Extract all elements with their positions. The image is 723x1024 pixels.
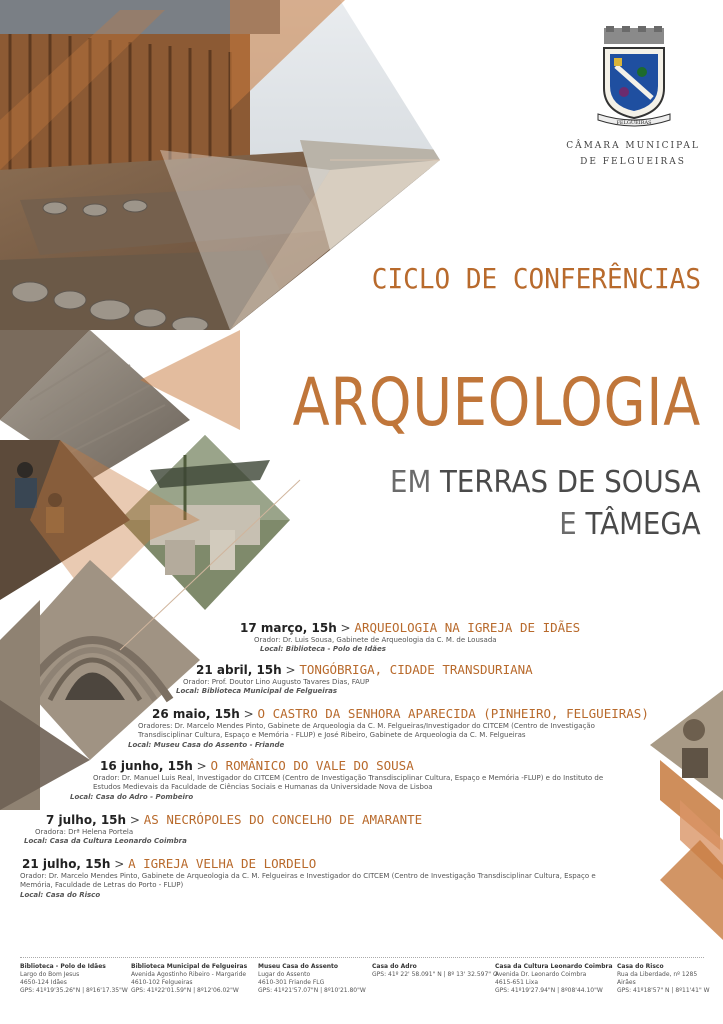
event-1-details [254,636,497,645]
location-name: Casa do Adro [372,963,417,970]
location-3 [258,963,366,995]
location-6 [617,963,710,995]
council-line-2: DE FELGUEIRAS [580,157,686,167]
event-date: 21 julho, 15h [22,857,111,871]
event-4-details [93,774,613,792]
event-title: TONGÓBRIGA, CIDADE TRANSDURIANA [299,662,533,677]
event-speaker: Oradora: Drª Helena Portela [35,828,134,836]
event-1-local [260,645,386,654]
title-tamega: TÂMEGA [577,507,701,542]
footer-divider [20,957,704,958]
location-line: GPS: 41º 22' 58.091" N | 8º 13' 32.597" O [372,971,498,978]
event-4-local [70,793,193,802]
main-title: ARQUEOLOGIA [292,364,701,441]
event-6-details [20,872,610,890]
event-2-local [176,687,337,696]
event-title: A IGREJA VELHA DE LORDELO [128,856,317,871]
event-3 [152,706,649,722]
event-separator: > [110,857,129,871]
title-e: E [559,507,578,542]
event-2-details [183,678,369,687]
location-name: Biblioteca - Polo de Idães [20,963,106,970]
event-separator: > [281,663,300,677]
location-5 [495,963,613,995]
location-line: 4615-651 Lixa [495,979,539,986]
location-line: Largo do Bom Jesus [20,971,80,978]
location-line: GPS: 41º18'57" N | 8º11'41" W [617,987,710,994]
event-local: Local: Casa do Adro - Pombeiro [70,793,194,801]
event-date: 16 junho, 15h [100,759,193,773]
location-line: GPS: 41º19'27.94"N | 8º08'44.10"W [495,987,603,994]
event-title: O CASTRO DA SENHORA APARECIDA (PINHEIRO, FELGUEIRAS) [257,706,649,721]
crest-caption: FELGUEIRAS [616,120,652,126]
location-line: 4650-124 Idães [20,979,67,986]
event-speaker: Orador: Dr. Marcelo Mendes Pinto, Gabinete de Arqueologia da C. M. Felgueiras e Investigador do CITCEM (Centro de Investigação Transdisciplinar Cultura, Espaço e Memória, Faculdade de Letras do Porto - FLUP) [20,872,596,889]
location-name: Biblioteca Municipal de Felgueiras [131,963,248,970]
event-title: AS NECRÓPOLES DO CONCELHO DE AMARANTE [143,812,423,827]
location-name: Casa do Risco [617,963,664,970]
event-speaker: Orador: Prof. Doutor Lino Augusto Tavares Dias, FAUP [183,678,370,686]
event-speaker: Orador: Dr. Luis Sousa, Gabinete de Arqueologia da C. M. de Lousada [254,636,497,644]
location-line: GPS: 41º19'35.26"N | 8º16'17.35"W [20,987,128,994]
location-line: GPS: 41º22'01.59"N | 8º12'06.02"W [131,987,239,994]
council-name [558,138,708,170]
title-terras: TERRAS DE SOUSA [431,465,701,500]
event-3-details [138,722,608,740]
event-4 [100,758,414,774]
event-title: O ROMÂNICO DO VALE DO SOUSA [210,758,414,773]
location-line: 4610-102 Felgueiras [131,979,193,986]
event-date: 7 julho, 15h [46,813,127,827]
event-3-local [128,741,284,750]
series-subtitle: CICLO DE CONFERÊNCIAS [371,262,701,295]
event-title: ARQUEOLOGIA NA IGREJA DE IDÃES [354,620,581,635]
location-line: Rua da Liberdade, nº 1285 [617,971,698,978]
event-local: Local: Casa do Risco [20,891,101,899]
event-local: Local: Biblioteca - Polo de Idães [260,645,386,653]
location-name: Museu Casa do Assento [258,963,339,970]
location-line: Airães [617,979,636,986]
event-date: 21 abril, 15h [196,663,282,677]
event-separator: > [192,759,211,773]
location-4 [372,963,498,979]
location-1 [20,963,128,995]
location-line: Avenida Agostinho Ribeiro - Margaride [131,971,247,978]
event-speaker: Oradores: Dr. Marcelo Mendes Pinto, Gabinete de Arqueologia da C. M. Felgueiras/Investigador do CITCEM (Centro de Investigação Transdisciplinar Cultura, Espaço e Memória - FLUP) e José Ribeiro, Gabinete de Arqueologia da C. M. Felgueiras [138,722,595,739]
event-5-details [35,828,133,837]
event-5 [46,812,422,828]
event-2 [196,662,533,678]
title-line-2 [390,465,701,500]
location-line: GPS: 41º21'57.07"N | 8º10'21.80"W [258,987,366,994]
location-line: Avenida Dr. Leonardo Coimbra [495,971,587,978]
council-line-1: CÂMARA MUNICIPAL [566,141,700,151]
event-separator: > [126,813,144,827]
location-line: Lugar do Assento [258,971,311,978]
event-5-local [24,837,187,846]
event-separator: > [239,707,258,721]
event-date: 26 maio, 15h [152,707,240,721]
event-6-local [20,891,100,900]
location-name: Casa da Cultura Leonardo Coimbra [495,963,613,970]
event-1 [240,620,580,636]
event-local: Local: Casa da Cultura Leonardo Coimbra [24,837,187,845]
event-local: Local: Biblioteca Municipal de Felgueiras [176,687,338,695]
location-line: 4610-301 Friande FLG [258,979,325,986]
event-separator: > [336,621,355,635]
title-line-3 [560,507,701,542]
event-6 [22,856,316,872]
title-em: EM [390,465,432,500]
location-2 [131,963,247,995]
event-speaker: Orador: Dr. Manuel Luis Real, Investigador do CITCEM (Centro de Investigação Transdisciplinar Cultura, Espaço e Memória -FLUP) e do Instituto de Estudos Medievais da Faculdade de Ciências Sociais e Humanas da Universidade Nova de Lisboa [93,774,604,791]
municipal-crest-icon [594,26,674,130]
event-local: Local: Museu Casa do Assento - Friande [128,741,285,749]
event-date: 17 março, 15h [240,621,337,635]
